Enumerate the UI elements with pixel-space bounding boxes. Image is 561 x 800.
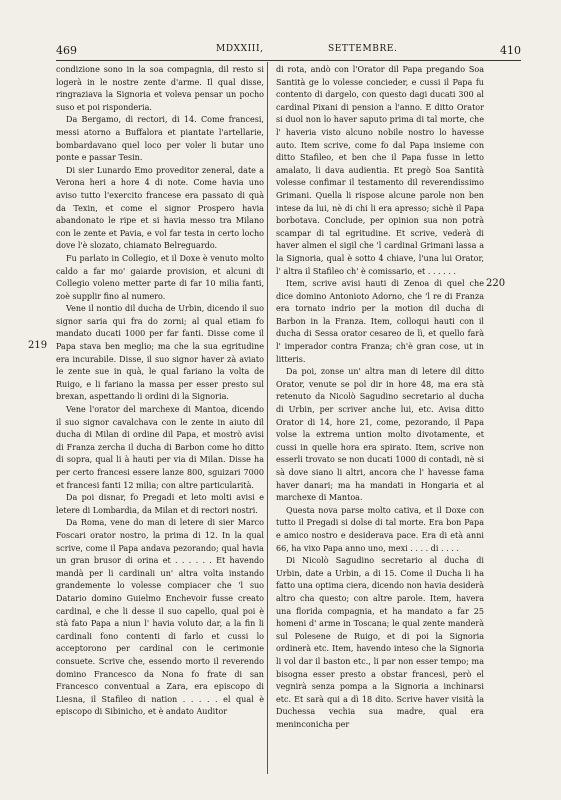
column-divider [267,62,268,774]
paragraph: condizione sono in la soa compagnia, dil resto si logerà in le nostre zente d'arme. Il qual disse, ringraziava la Signoria et voleva pensar un pocho suso et poi risponderia. [56,65,264,112]
paragraph: di rota, andò con l'Orator dil Papa pregando Soa Santità ge lo volesse concieder, e cussi il Papa fu contento di dargelo, con questo dagi ducati 300 al cardinal Pixani di pension a l'anno. E ditto Orator si duol non lo haver saputo prima di tal morte, che l' haveria visto alcuno nobile nostro lo havesse auto. Item scrive, come fo dal Papa insieme con ditto Stafileo, et ben che il Papa fusse in letto amalato, li dava audientia. Et pregò Soa Santità volesse confimar il testamento dil reverendissimo Grimani. Quella li rispose alcune parole non ben intese da lui, nè di chi li era apresso; sichè il Papa borbotava. Conclude, per opinion sua non potrà scampar di tal egritudine. Et scrive, vederà di haver almen el sigil che 'l cardinal Grimani lassa a la Signoria, qual è sotto 4 chiave, l'una lui Orator, l' altra il Stafileo ch' è comissario, et . . . . . . [276,65,484,276]
paragraph: Fu parlato in Collegio, et il Doxe è venuto molto caldo a far mo' gaiarde provision, et alcuni di Collegio voleno metter parte di far 10 milia fanti, zoè supplir fino al numero. [56,253,264,301]
paragraph: Questa nova parse molto cativa, et il Doxe con tutto il Pregadi si dolse di tal morte. Era bon Papa e amico nostro e desiderava pace. Era di età anni 66, ha vixo Papa anno uno, mexi . . . . di . . . . [276,505,484,553]
margin-number-left: 219 [28,340,48,351]
header-year: MDXXIII, [216,44,264,54]
paragraph: Di Nicolò Sagudino secretario al ducha di Urbin, date a Urbin, a di 15. Come il Ducha li ha fatto una optima ciera, dicendo non havia desiderà altro cha questo; con altre parole. Item, havera una florida compagnia, et ha mandato a far 25 homeni d' arme in Toscana; le qual zente manderà sul Polesene de Ruigo, et di poi la Signoria ordinerà etc. Item, havendo inteso che la Signoria li vol dar il baston etc., li par non esser tempo; ma bisogna esser presto a obstar francesi, però el vegnirà senza pompa a la Signoria a inchinarsi etc. Et sarà qui a dì 18 dito. Scrive haver visità la Duchessa vechia sua madre, qual era meninconicha per [276,556,484,729]
paragraph: Di sier Lunardo Emo proveditor zeneral, date a Verona heri a hore 4 di note. Come havia uno aviso tutto l'exercito francese era passato di quà da Texin, et come el signor Prospero havia abandonato le ripe et si havia messo tra Milano con le zente et Pavia, e vol far testa in certo locho dove l'è slozato, chiamato Belreguardo. [56,165,264,251]
header-month: SETTEMBRE. [328,44,398,54]
paragraph: Vene il nontio dil ducha de Urbin, dicendo il suo signor saria qui fra do zorni; al qual etiam fo mandato ducati 1000 per far fanti. Disse come il Papa stava ben meglio; ma che la sua egritudine era incurabile. Disse, il suo signor haver zà aviato le zente sue in quà, le qual fariano la volta de Ruigo, e li fariano la massa per esser presto sul brexan, aspettando li ordini di la Signoria. [56,304,264,402]
running-header [56,44,521,60]
paragraph: Item, scrive avisi hauti di Zenoa di quel che dice domino Antonioto Adorno, che 'l re di Franza era tornato indrio per la motion dil ducha di Barbon in la Franza. Item, colloqui hauti con il ducha di Sessa orator cesareo de lì, et quello farà l' imperador contra Franza; ch'è gran cose, ut in litteris. [276,279,484,364]
page-number-right: 410 [500,44,521,57]
paragraph: Da poi disnar, fo Pregadi et leto molti avisi e letere di Lombardia, da Milan et di rectori nostri. [56,493,264,515]
header-rule [56,60,521,61]
paragraph: Da Bergamo, di rectori, di 14. Come francesi, messi atorno a Buffalora et piantate l'artellarie, bombardavano quel loco per voler li butar uno ponte e passar Tesin. [56,115,264,163]
left-column [56,64,264,719]
paragraph: Vene l'orator del marchexe di Mantoa, dicendo il suo signor cavalchava con le zente in aiuto dil ducha di Milan di ordine dil Papa, et mostrò avisi di Franza zercha il ducha di Barbon come ho ditto di sopra, qual li à hauti per via di Milan. Disse ha per certo francesi essere lanze 800, sguizari 7000 et francesi fanti 12 milia; con altre particularità. [56,405,264,490]
margin-number-right: 220 [486,278,506,289]
page-number-left: 469 [56,44,77,57]
paragraph: Da Roma, vene do man di letere di sier Marco Foscari orator nostro, la prima di 12. In la qual scrive, come il Papa andava pezorando; qual havia un gran brusor di orina et . . . . . . Et havendo mandà per li cardinali un' altra volta instando grandemente lo volesse compiacer che 'l suo Datario domino Guielmo Enchevoir fusse creato cardinal, e che li desse il suo capello, qual poi è stà fato Papa a niun l' havia voluto dar, a la fin li cardinali fono contenti di farlo et cussi lo acceptorono per cardinal con le cerimonie consuete. Scrive che, essendo morto il reverendo domino Francesco da Nona fo frate di san Francesco conventual a Zara, era episcopo di Liesna, il Stafileo di nation . . . . . el qual è episcopo di Sibinicho, et è andato Auditor [56,518,264,717]
right-column [276,64,484,731]
paragraph: Da poi, zonse un' altra man di letere dil ditto Orator, venute se pol dir in hore 48, ma era stà retenuto da Nicolò Sagudino secretario al ducha di Urbin, per scriver anche lui, etc. Avisa ditto Orator di 14, hore 21, come, pezorando, il Papa volse la extrema untion molto divotamente, et cussi in quelle hora era spirato. Item, scrive non esserli trovato se non ducati 1000 di contadi, nè si sà dove siano li altri, ancora che l' havesse fama haver danari; ma ha mandati in Hongaria et al marchexe di Mantoa. [276,367,484,503]
